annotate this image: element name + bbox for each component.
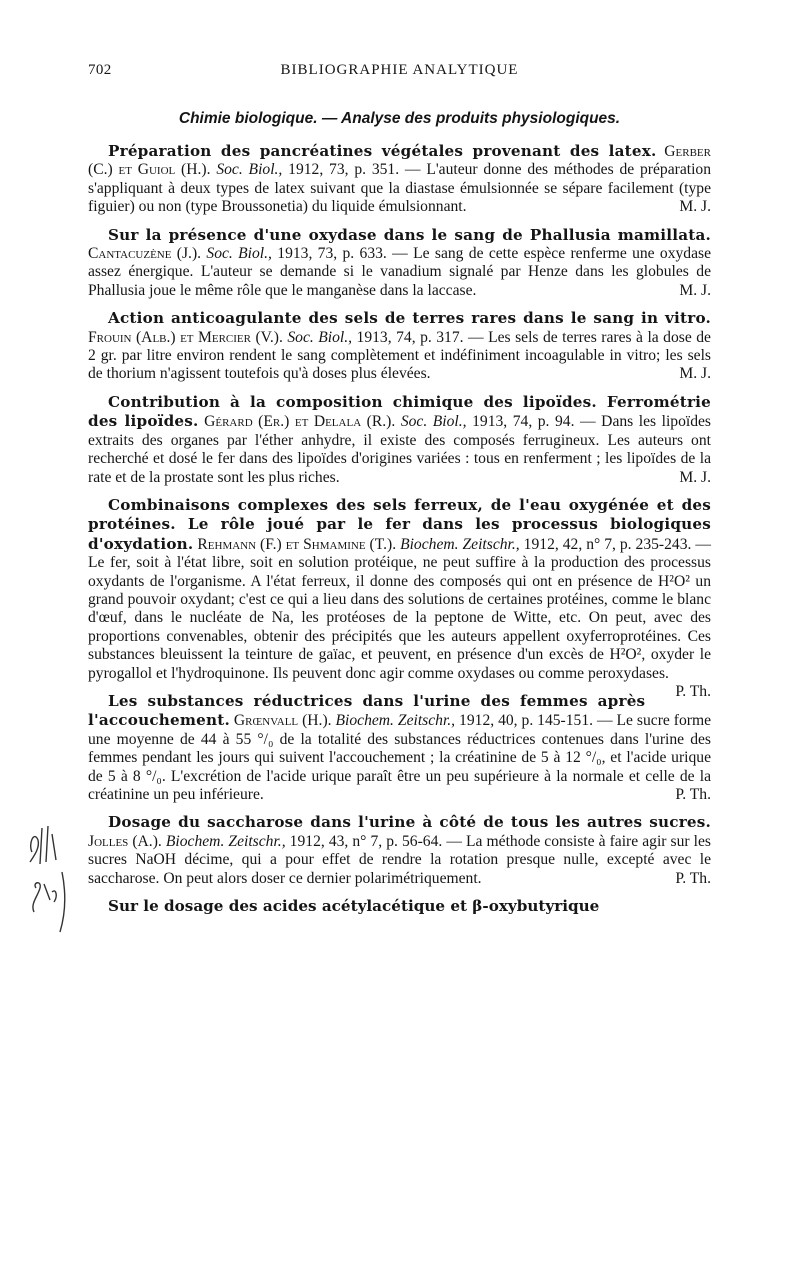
bibliography-entry: [88, 142, 711, 217]
entries-list: [88, 142, 711, 888]
entry-authors: Jolles (A.).: [88, 832, 162, 850]
entry-title: Contribution à la composition chimique des lipoïdes. Ferrométrie des lipoïdes.: [88, 392, 711, 431]
entry-authors: Grœnvall (H.).: [233, 712, 332, 730]
entry-journal: Biochem. Zeitschr.,: [165, 832, 286, 850]
entry-authors: Gérard (Er.) et Delala (R.).: [204, 413, 396, 431]
entry-journal: Biochem. Zeitschr.,: [400, 535, 520, 553]
entry-title: Action anticoagulante des sels de terres rares dans le sang in vitro.: [108, 309, 711, 328]
entry-body: — Dans les lipoïdes extraits des organes par l'éther anhydre, il existe des composés ferrugineux. Les auteurs ont recherché et dosé le fer dans des lipoïdes d'origines variées : tous en renferment ; les lipoïdes de la rate et de la prostate sont les plus riches.: [88, 413, 711, 486]
bibliography-entry: [88, 692, 711, 804]
entry-signature: P. Th.: [675, 786, 711, 803]
bibliography-entry: [88, 309, 711, 384]
entry-journal: Soc. Biol.,: [287, 328, 353, 346]
entry-body: — Le sucre forme une moyenne de 44 à 55 °/₀ de la totalité des substances réductrices contenues dans l'urine des femmes pendant les jours qui suivent l'accouchement ; la créatinine de 5 à 12 °/₀, et l'acide urique de 5 à 8 °/₀. L'excrétion de l'acide urique paraît être un peu supérieure à la normale et celle de la créatinine un peu inférieure.: [88, 712, 711, 803]
entry-body: — Le fer, soit à l'état libre, soit en solution protéique, ne peut suffire à la production des processus oxydants de l'organisme. A l'état ferreux, il donne des composés qui ont en présence de H²O² un grand pouvoir oxydant; c'est ce qui a lieu dans des solutions de certaines protéines, comme le blanc d'œuf, dans le nucléate de Na, les protéoses de la peptone de Witte, etc. On peut, avec des proportions convenables, obtenir des précipités que les auteurs appellent oxyferroprotéines. Ces substances bleuissent la teinture de gaïac, et peuvent, en présence d'un excès de H²O², oxyder le pyrogallol et l'hydroquinone. Ils peuvent donc agir comme oxydases ou comme peroxydases.: [88, 535, 711, 682]
entry-paragraph: [88, 495, 711, 700]
handwriting-icon: [22, 822, 72, 942]
entry-body: — L'auteur donne des méthodes de préparation s'appliquant à deux types de latex suivant que la diastase émulsionnée se sépare facilement (type figuier) ou non (type Broussonetia) du liquide émulsionnant.: [88, 161, 711, 216]
entry-authors: Cantacuzène (J.).: [88, 245, 202, 263]
entry-reference: 1912, 42, n° 7, p. 235-243.: [523, 535, 692, 553]
entry-body: — Le sang de cette espèce renferme une oxydase assez énergique. L'auteur se demande si le vanadium signalé par Henze dans les globules de Phallusia joue le même rôle que le manganèse dans la laccase.: [88, 245, 712, 299]
running-head: [88, 54, 711, 80]
entry-signature: M. J.: [679, 281, 711, 299]
entry-journal: Soc. Biol.,: [400, 413, 467, 431]
entry-title: Sur la présence d'une oxydase dans le sang de Phallusia mamillata.: [108, 225, 711, 244]
entry-paragraph: [88, 692, 711, 804]
section-title: Chimie biologique. — Analyse des produits physiologiques.: [178, 110, 621, 127]
entry-title: Dosage du saccharose dans l'urine à côté de tous les autres sucres.: [108, 813, 711, 832]
bibliography-entry: [88, 495, 711, 700]
entry-body: — Les sels de terres rares à la dose de 2 gr. par litre environ rendent le sang complètement et indéfiniment incoagulable in vitro; les sels de thorium n'agissent toutefois qu'à doses plus élevées.: [88, 328, 711, 383]
entry-title: Préparation des pancréatines végétales provenant des latex.: [108, 142, 657, 160]
entry-authors: Gerber (C.) et Guiol (H.).: [88, 143, 711, 179]
entry-signature: P. Th.: [675, 869, 711, 887]
entry-reference: 1912, 43, n° 7, p. 56-64.: [289, 832, 443, 850]
entry-title: Combinaisons complexes des sels ferreux, de l'eau oxygénée et des protéines. Le rôle joué par le fer dans les processus biologiques d'oxydation.: [88, 495, 711, 553]
entry-journal: Soc. Biol.,: [216, 161, 283, 179]
entry-signature: P. Th.: [675, 682, 711, 700]
entry-paragraph: [88, 309, 711, 384]
entry-authors: Rehmann (F.) et Shmamine (T.).: [197, 535, 397, 553]
bibliography-entry: [88, 813, 711, 888]
bibliography-entry: [88, 393, 711, 487]
bibliography-entry: [88, 226, 711, 301]
entry-paragraph: [88, 142, 711, 217]
page-number: 702: [88, 62, 112, 78]
page-header-title: BIBLIOGRAPHIE ANALYTIQUE: [280, 62, 519, 78]
entry-reference: 1913, 73, p. 633.: [277, 245, 387, 263]
entry-reference: 1912, 40, p. 145-151.: [459, 712, 594, 730]
entry-journal: Soc. Biol.,: [206, 245, 272, 263]
entry-journal: Biochem. Zeitschr.,: [335, 712, 456, 730]
entry-title: Les substances réductrices dans l'urine des femmes après l'accouchement.: [88, 691, 646, 730]
last-entry-title: Sur le dosage des acides acétylacétique et β-oxybutyrique: [108, 897, 600, 916]
entry-paragraph: [88, 813, 711, 888]
entry-paragraph: [88, 393, 711, 487]
entry-signature: M. J.: [679, 365, 711, 383]
entry-reference: 1912, 73, p. 351.: [288, 161, 400, 179]
entry-authors: Frouin (Alb.) et Mercier (V.).: [88, 328, 283, 346]
entry-body: — La méthode consiste à faire agir sur les sucres NaOH décime, qui a pour effet de rendre la rotation presque nulle, excepté avec le saccharose. On peut alors doser ce dernier polarimétriquement.: [88, 832, 711, 887]
handwritten-margin-note: [22, 822, 72, 942]
entry-reference: 1913, 74, p. 317.: [356, 328, 464, 346]
entry-signature: M. J.: [679, 468, 711, 486]
entry-signature: M. J.: [679, 198, 711, 216]
entry-reference: 1913, 74, p. 94.: [472, 413, 575, 431]
page: [88, 54, 711, 915]
entry-paragraph: [88, 226, 711, 301]
